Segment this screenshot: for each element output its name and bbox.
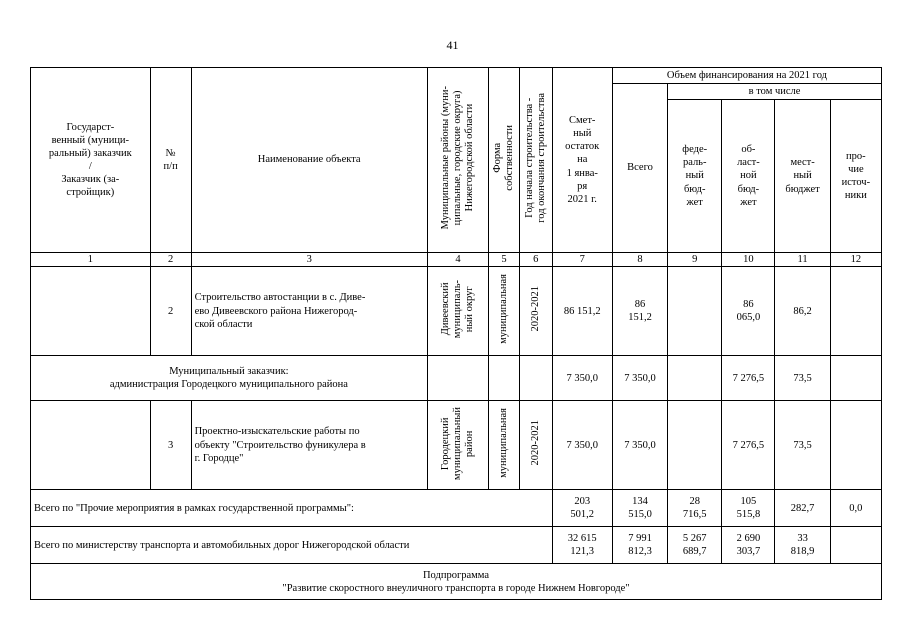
ministry-total-label: Всего по министерству транспорта и автомобильных дорог Нижегородской области [31, 527, 553, 564]
column-number: 6 [519, 253, 552, 267]
years: 2020-2021 [529, 286, 541, 332]
header-years-cell [519, 68, 552, 253]
customer-cell [31, 267, 151, 356]
total-value: 7 350,0 [612, 356, 667, 401]
years-cell [519, 401, 552, 490]
row-number: 3 [150, 401, 191, 490]
local-value: 282,7 [775, 490, 830, 527]
federal-value [668, 267, 722, 356]
district: Городецкий муниципальный район [439, 406, 476, 480]
total-value: 86 151,2 [612, 267, 667, 356]
local-value: 86,2 [775, 267, 830, 356]
column-number: 7 [552, 253, 612, 267]
years-cell [519, 267, 552, 356]
ownership-cell [489, 267, 520, 356]
total-value: 7 350,0 [612, 401, 667, 490]
empty-cell [427, 356, 488, 401]
local-value: 73,5 [775, 356, 830, 401]
program-total-label: Всего по "Прочие мероприятия в рамках государственной программы": [31, 490, 553, 527]
column-number: 12 [830, 253, 881, 267]
header-districts-cell [427, 68, 488, 253]
subprogram-row [31, 564, 882, 600]
ministry-total-row [31, 527, 882, 564]
row-number: 2 [150, 267, 191, 356]
financing-table [30, 67, 882, 600]
estimate-value: 86 151,2 [552, 267, 612, 356]
header-years: Год начала строительства - год окончания строительства [523, 93, 547, 223]
table-row [31, 267, 882, 356]
object-name: Строительство автостанции в с. Диве- ево Дивеевского района Нижегород- ской области [191, 267, 427, 356]
empty-cell [519, 356, 552, 401]
total-value: 7 991 812,3 [612, 527, 667, 564]
column-number: 5 [489, 253, 520, 267]
federal-value [668, 356, 722, 401]
header-total: Всего [612, 84, 667, 253]
empty-cell [489, 356, 520, 401]
customer-label: Муниципальный заказчик: администрация Городецкого муниципального района [31, 356, 428, 401]
column-number: 8 [612, 253, 667, 267]
estimate-value: 7 350,0 [552, 401, 612, 490]
ownership: муниципальная [497, 274, 509, 344]
program-total-row [31, 490, 882, 527]
header-local: мест- ный бюджет [775, 100, 830, 253]
total-value: 134 515,0 [612, 490, 667, 527]
federal-value: 5 267 689,7 [668, 527, 722, 564]
years: 2020-2021 [529, 420, 541, 466]
header-funding-title: Объем финансирования на 2021 год [612, 68, 881, 84]
header-federal: феде- раль- ный бюд- жет [668, 100, 722, 253]
header-regional: об- ласт- ной бюд- жет [722, 100, 775, 253]
local-value: 73,5 [775, 401, 830, 490]
column-numbers-row [31, 253, 882, 267]
header-other: про- чие источ- ники [830, 100, 881, 253]
federal-value [668, 401, 722, 490]
district-cell [427, 401, 488, 490]
other-value [830, 401, 881, 490]
other-value [830, 356, 881, 401]
ownership-cell [489, 401, 520, 490]
header-number: № п/п [150, 68, 191, 253]
page-number: 41 [446, 38, 459, 52]
column-number: 9 [668, 253, 722, 267]
other-value [830, 267, 881, 356]
column-number: 11 [775, 253, 830, 267]
column-number: 2 [150, 253, 191, 267]
regional-value: 7 276,5 [722, 356, 775, 401]
other-value: 0,0 [830, 490, 881, 527]
other-value [830, 527, 881, 564]
header-ownership: Форма собственности [492, 125, 516, 191]
column-number: 3 [191, 253, 427, 267]
column-number: 1 [31, 253, 151, 267]
column-number: 10 [722, 253, 775, 267]
column-number: 4 [427, 253, 488, 267]
object-name: Проектно-изыскательские работы по объекту "Строительство фуникулера в г. Городце" [191, 401, 427, 490]
estimate-value: 7 350,0 [552, 356, 612, 401]
header-customer: Государст- венный (муници- pальный) заказчик / Заказчик (за- стройщик) [31, 68, 151, 253]
regional-value: 105 515,8 [722, 490, 775, 527]
table-row [31, 401, 882, 490]
district-cell [427, 267, 488, 356]
federal-value: 28 716,5 [668, 490, 722, 527]
header-estimate: Смет- ный остаток на 1 янва- ря 2021 г. [552, 68, 612, 253]
district: Дивеевский муниципаль- ный округ [439, 279, 476, 339]
regional-value: 2 690 303,7 [722, 527, 775, 564]
estimate-value: 32 615 121,3 [552, 527, 612, 564]
ownership: муниципальная [497, 408, 509, 478]
header-including: в том числе [668, 84, 882, 100]
local-value: 33 818,9 [775, 527, 830, 564]
regional-value: 86 065,0 [722, 267, 775, 356]
customer-cell [31, 401, 151, 490]
subprogram-title: Подпрограмма "Развитие скоростного внеуличного транспорта в городе Нижнем Новгороде" [31, 564, 882, 600]
header-ownership-cell [489, 68, 520, 253]
regional-value: 7 276,5 [722, 401, 775, 490]
estimate-value: 203 501,2 [552, 490, 612, 527]
header-districts: Муниципальные районы (муни- ципальные, городские округа) Нижегородской области [439, 86, 476, 230]
customer-row [31, 356, 882, 401]
header-object-name: Наименование объекта [191, 68, 427, 253]
